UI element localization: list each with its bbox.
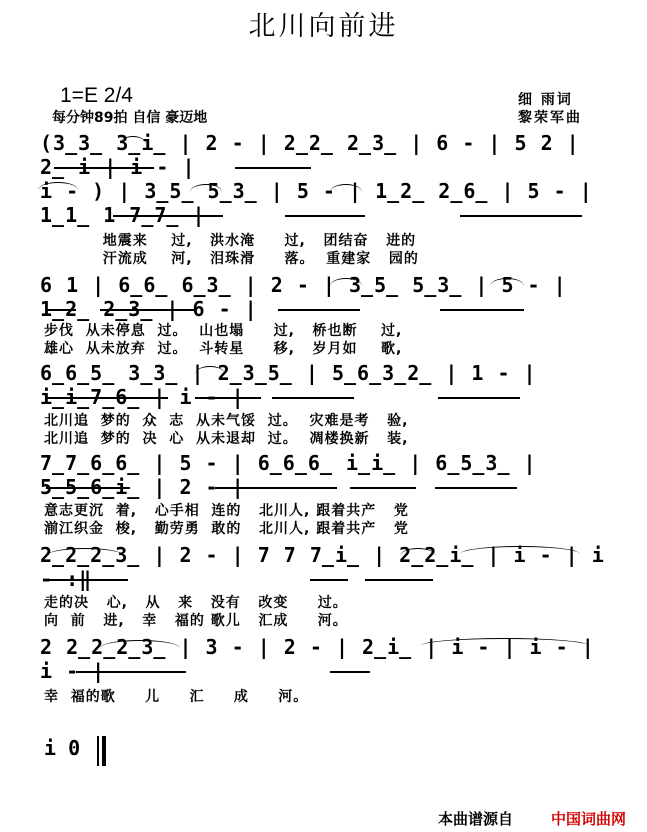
tempo-marking: 每分钟89拍 自信 豪迈地: [52, 110, 208, 126]
beam-mark: [100, 309, 196, 311]
beam-mark: [278, 309, 360, 311]
beam-mark: [54, 167, 154, 169]
notation-line-6: 2̲2̲2̲3̲ | 2 - | 7 7 7̲i̲ | 2̲2̲i̲ | i - | i - :‖: [40, 543, 605, 591]
beam-mark: [215, 487, 337, 489]
beam-mark: [46, 487, 130, 489]
beam-mark: [235, 167, 311, 169]
lyrics-line-2-verse-1: 地震来 过, 洪水淹 过, 团结奋 进的: [44, 233, 417, 249]
notation-line-7: 2 2̲2̲2̲3̲ | 3 - | 2 - | 2̲i̲ | i - | i - | i - |: [40, 635, 595, 683]
beam-mark: [350, 487, 416, 489]
score-line-1: [40, 131, 608, 184]
lyrics-line-4-verse-1: 北川追 梦的 众 志 从未气馁 过。 灾难是考 验,: [44, 413, 409, 429]
score-line-7: [40, 635, 608, 688]
beam-mark: [440, 309, 524, 311]
beam-mark: [46, 397, 168, 399]
final-notes: i 0: [44, 736, 81, 760]
lyrics-line-4-verse-2: 北川追 梦的 决 心 从未退却 过。 凋楼换新 装,: [44, 431, 409, 447]
final-barline-thick: [102, 736, 106, 766]
lyrics-line-6-verse-2: 向 前 进, 幸 福的 歌儿 汇成 河。: [44, 613, 348, 629]
notation-line-2: i - ) | 3̲5̲ 5̲3̲ | 5 - | 1̲2̲ 2̲6̲ | 5 - | 1̲1̲ 1 7̲7̲ |: [40, 179, 593, 227]
composer-credit: 黎荣军曲: [518, 110, 582, 126]
footer-site-link[interactable]: 中国词曲网: [551, 810, 627, 828]
lyrics-line-2-verse-2: 汗流成 河, 泪珠滑 落。 重建家 园的: [44, 251, 419, 267]
notation-line-3: 6 1 | 6̲6̲ 6̲3̲ | 2 - | 3̲5̲ 5̲3̲ | 5 - | 1̲2̲ 2̲3̲ | 6 - |: [40, 273, 567, 321]
lyricist-credit: 细 雨词: [518, 92, 573, 108]
lyrics-line-5-verse-1: 意志更沉 着, 心手相 连的 北川人, 跟着共产 党: [44, 503, 409, 519]
score-line-5: [40, 451, 608, 504]
beam-mark: [435, 487, 517, 489]
footer-source-label: 本曲谱源自: [438, 810, 514, 828]
beam-mark: [46, 579, 128, 581]
beam-mark: [365, 579, 433, 581]
final-barline-thin: [97, 736, 99, 766]
lyrics-line-3-verse-1: 步伐 从未停息 过。 山也塌 过, 桥也断 过,: [44, 323, 403, 339]
beam-mark: [460, 215, 582, 217]
notation-line-1: (3̲3̲ 3̲i̲ | 2 - | 2̲2̲ 2̲3̲ | 6 - | 5 2 | 2̲ i | i - |: [40, 131, 580, 179]
song-title: 北川向前进: [248, 11, 399, 42]
key-signature: 1=E 2/4: [60, 84, 133, 107]
beam-mark: [195, 397, 261, 399]
beam-mark: [76, 671, 186, 673]
beam-mark: [272, 397, 354, 399]
lyrics-line-5-verse-2: 湔江织金 梭, 勤劳勇 敢的 北川人, 跟着共产 党: [44, 521, 409, 537]
score-line-4: [40, 361, 608, 414]
beam-mark: [310, 579, 348, 581]
lyrics-line-3-verse-2: 雄心 从未放弃 过。 斗转星 移, 岁月如 歌,: [44, 341, 403, 357]
lyrics-line-6-verse-1: 走的决 心, 从 来 没有 改变 过。: [44, 595, 348, 611]
notation-line-5: 7̲7̲6̲6̲ | 5 - | 6̲6̲6̲ i̲i̲ | 6̲5̲3̲ | 5̲5̲6̲i̲ | 2 - |: [40, 451, 537, 499]
beam-mark: [438, 397, 520, 399]
notation-line-4: 6̲6̲5̲ 3̲3̲ | 2̲3̲5̲ | 5̲6̲3̲2̲ | 1 - | i̲i̲7̲6̲ | i - |: [40, 361, 537, 409]
beam-mark: [285, 215, 365, 217]
score-line-2: [40, 179, 608, 232]
beam-mark: [46, 309, 76, 311]
score-line-6: [40, 543, 608, 596]
beam-mark: [330, 671, 370, 673]
beam-mark: [113, 215, 223, 217]
lyrics-line-7: 幸 福的歌 儿 汇 成 河。: [44, 689, 309, 705]
